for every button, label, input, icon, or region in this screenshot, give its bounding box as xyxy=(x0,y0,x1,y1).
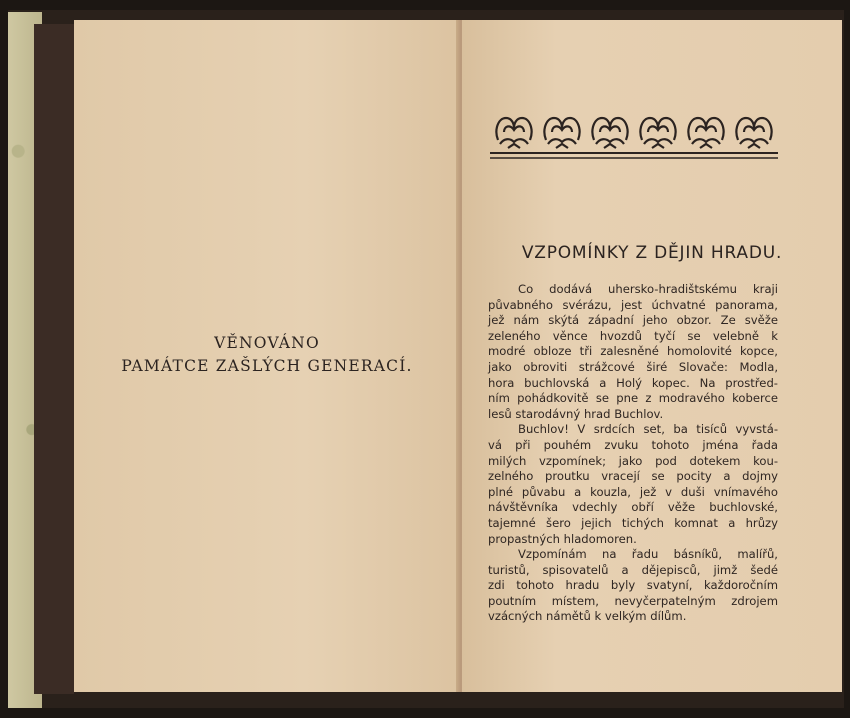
text-line: poutním místem, nevyčerpatelným zdrojem xyxy=(488,593,778,608)
text-line: vzácných námětů k velkým dílům. xyxy=(488,609,687,624)
text-line: tajemné šero jejich tichých komnat a hrůzy xyxy=(488,515,778,530)
text-line: zeleného věnce hvozdů tyčí se velebně k xyxy=(488,328,778,343)
left-page xyxy=(74,20,460,692)
text-line: ním pohádkovitě se pne z modravého koberce xyxy=(488,391,778,406)
text-line: milých vzpomínek; jako pod dotekem kou- xyxy=(488,453,778,468)
paragraph xyxy=(488,422,778,547)
dedication-line-2: PAMÁTCE ZAŠLÝCH GENERACÍ. xyxy=(121,357,413,375)
chapter-body xyxy=(488,282,778,625)
text-line: návštěvníka vdechly obří věže buchlovské, xyxy=(488,500,778,515)
paragraph xyxy=(488,282,778,422)
text-line: Buchlov! V srdcích set, ba tisíců vyvstá- xyxy=(518,422,778,437)
text-line: zelného proutku vracejí se pocity a dojmy xyxy=(488,469,778,484)
paragraph xyxy=(488,547,778,625)
text-line: hora buchlovská a Holý kopec. Na prostřed- xyxy=(488,375,778,390)
text-line: zdi tohoto hradu byly svatyní, každoročním xyxy=(488,578,778,593)
text-line: plné půvabu a kouzla, jež v duši vnímavého xyxy=(488,484,778,499)
text-line: jako obroviti strážcové širé Slovače: Modla, xyxy=(488,359,778,374)
dedication-line-1: VĚNOVÁNO xyxy=(214,334,320,352)
text-line: Co dodává uhersko-hradištskému kraji xyxy=(518,282,778,296)
text-line: vá při pouhém zvuku tohoto jména řada xyxy=(488,437,778,452)
ornament-border xyxy=(490,104,778,160)
text-line: lesů starodávný hrad Buchlov. xyxy=(488,406,664,421)
text-line: turistů, spisovatelů a dějepisců, jimž šedé xyxy=(488,562,778,577)
text-line: Vzpomínám na řadu básníků, malířů, xyxy=(518,547,778,562)
binding-strip xyxy=(34,24,74,694)
text-line: modré obloze tři zalesněné homolovité kopce, xyxy=(488,344,778,359)
chapter-title: VZPOMÍNKY Z DĚJIN HRADU. xyxy=(521,243,783,263)
text-line: propastných hladomoren. xyxy=(488,531,637,546)
text-line: půvabného svérázu, jest úchvatné panorama, xyxy=(488,297,778,312)
dedication xyxy=(74,332,460,378)
text-line: jež nám skýtá západní jeho obzor. Ze svěže xyxy=(488,313,778,328)
